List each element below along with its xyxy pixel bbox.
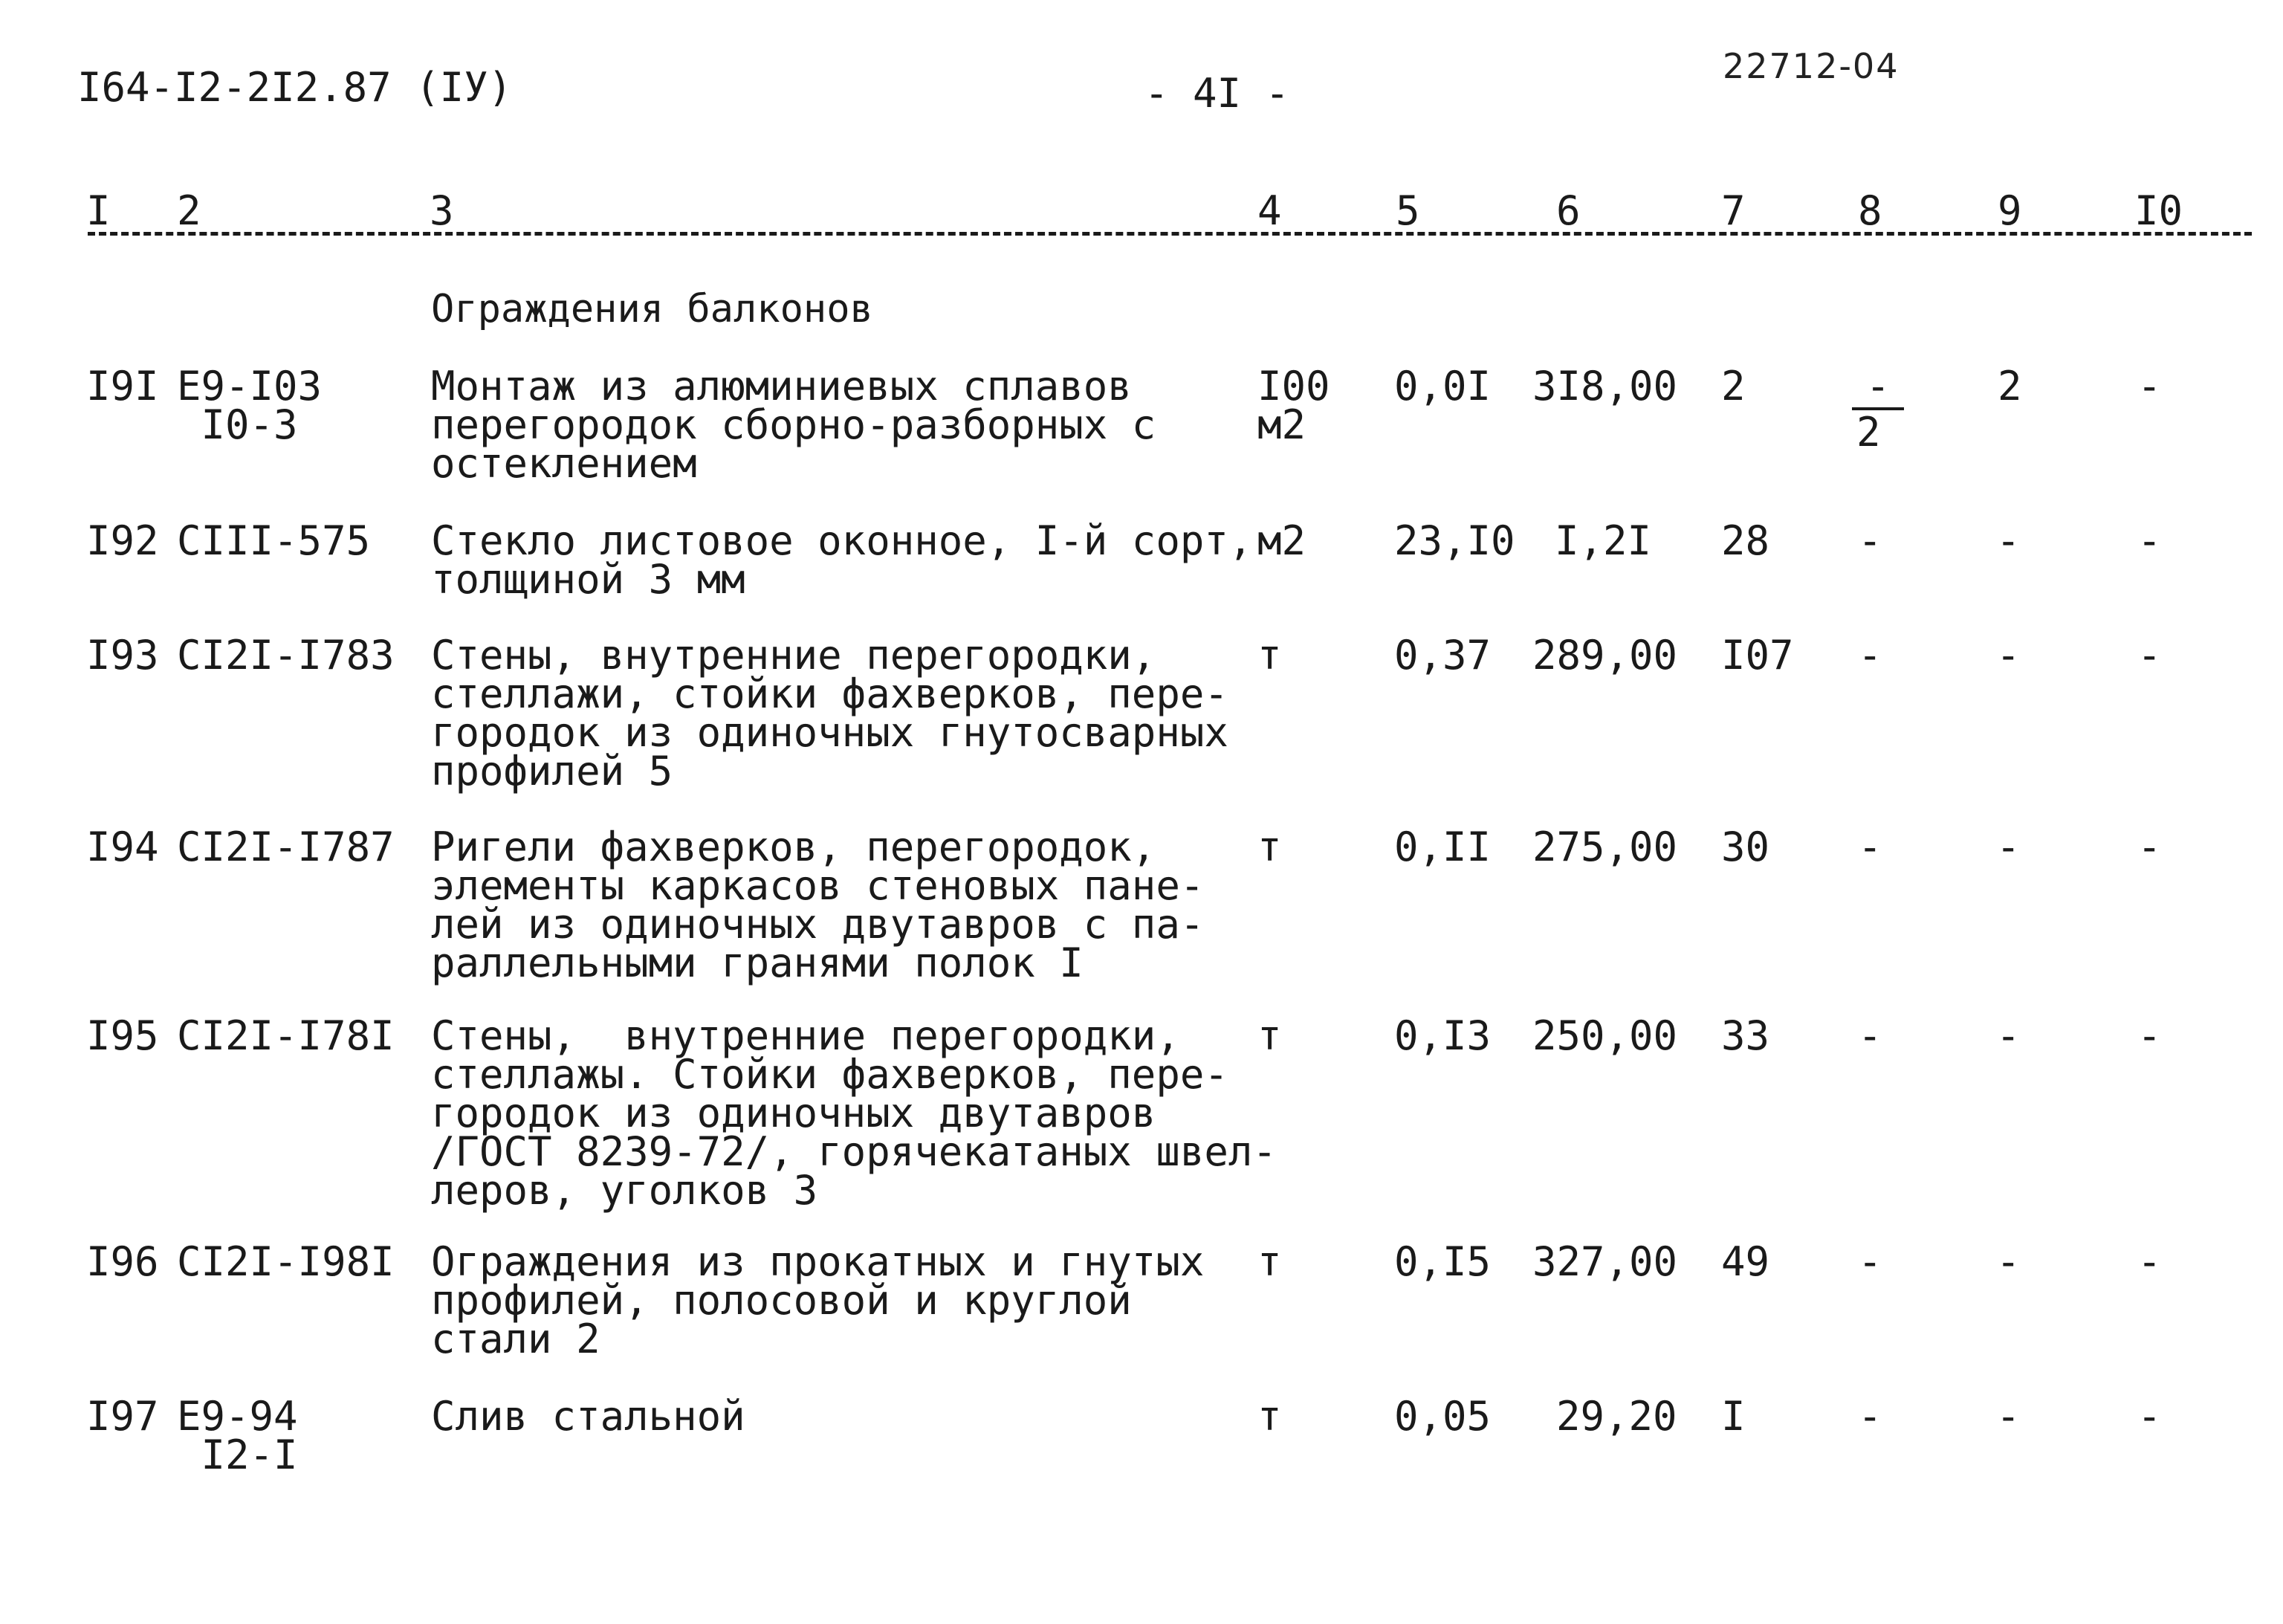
column-7-value: 49 [1721,1238,1770,1285]
work-description: Слив стальной [431,1393,745,1440]
column-header-9: 9 [1998,187,2022,234]
column-7-value: 2 [1721,363,1746,410]
quantity: 23,I0 [1394,517,1515,564]
unit-price: 3I8,00 [1532,363,1678,410]
column-10-value: - [2137,1238,2162,1285]
column-8-value: - [1858,632,1882,679]
row-number: I94 [86,824,159,870]
column-7-value: I07 [1721,632,1794,679]
column-10-value: - [2137,517,2162,564]
unit-price: 29,20 [1556,1393,1677,1440]
column-8-value: - [1858,1238,1882,1285]
row-number: I95 [86,1012,159,1059]
work-description: Стены, внутренние перегородки, стеллажы. Стойки фахверков, пере- городок из одиночных двутавров /ГОСТ 8239-72/, горячекатаных швел- леров, уголков 3 [431,1012,1277,1214]
column-header-6: 6 [1556,187,1581,234]
work-description: Стены, внутренние перегородки, стеллажи, стойки фахверков, пере- городок из одиночных гнутосварных профилей 5 [431,632,1228,795]
quantity: 0,I3 [1394,1012,1492,1059]
column-8-value: - [1858,824,1882,870]
unit-price: I,2I [1555,517,1652,564]
column-9-value: - [1996,824,2021,870]
quantity: 0,37 [1394,632,1492,679]
archive-stamp: 22712-04 [1723,46,1900,86]
work-description: Ригели фахверков, перегородок, элементы каркасов стеновых пане- лей из одиночных двутавров с па- раллельными гранями полок I [431,824,1205,986]
work-description: Монтаж из алюминиевых сплавов перегородок сборно-разборных с остеклением [431,363,1156,487]
unit: I00 м2 [1257,363,1330,448]
work-description: Стекло листовое оконное, I-й сорт, толщиной 3 мм [431,517,1253,603]
column-header-7: 7 [1721,187,1746,234]
quantity: 0,II [1394,824,1492,870]
column-7-value: 33 [1721,1012,1770,1059]
column-header-4: 4 [1257,187,1282,234]
column-7-value: 30 [1721,824,1770,870]
unit-price: 327,00 [1532,1238,1678,1285]
fraction-denominator: 2 [1856,409,1881,456]
resource-code: CIII-575 [177,517,371,564]
resource-code: CI2I-I78I [177,1012,395,1059]
row-number: I97 [86,1393,159,1440]
column-header-2: 2 [177,187,201,234]
column-8-fraction [1852,363,1904,456]
column-8-value: - [1858,517,1882,564]
column-9-value: - [1996,1012,2021,1059]
fraction-numerator: - [1865,363,1891,410]
column-10-value: - [2137,1393,2162,1440]
unit: т [1257,1393,1282,1440]
unit-price: 250,00 [1532,1012,1678,1059]
unit-price: 289,00 [1532,632,1678,679]
unit: т [1257,632,1282,679]
resource-code: CI2I-I98I [177,1238,395,1285]
column-header-8: 8 [1858,187,1882,234]
quantity: 0,0I [1394,363,1492,410]
unit: м2 [1257,517,1306,564]
resource-code: CI2I-I787 [177,824,395,870]
column-9-value: - [1996,1238,2021,1285]
row-number: I93 [86,632,159,679]
column-8-value: - [1858,1012,1882,1059]
row-number: I92 [86,517,159,564]
unit: т [1257,1012,1282,1059]
column-header-3: 3 [430,187,454,234]
column-7-value: 28 [1721,517,1770,564]
column-7-value: I [1721,1393,1746,1440]
document-code: I64-I2-2I2.87 (IУ) [77,64,513,111]
column-header-5: 5 [1396,187,1420,234]
resource-code: CI2I-I783 [177,632,395,679]
resource-code: E9-I03 I0-3 [177,363,323,448]
work-description: Ограждения из прокатных и гнутых профилей, полосовой и круглой стали 2 [431,1238,1205,1362]
column-9-value: - [1996,517,2021,564]
quantity: 0,I5 [1394,1238,1492,1285]
unit-price: 275,00 [1532,824,1678,870]
column-9-value: 2 [1998,363,2022,410]
resource-code: E9-94 I2-I [177,1393,298,1478]
column-8-value: - [1858,1393,1882,1440]
column-10-value: - [2137,632,2162,679]
page-number: - 4I - [1144,70,1290,117]
unit: т [1257,1238,1282,1285]
quantity: 0,05 [1394,1393,1492,1440]
unit: т [1257,824,1282,870]
column-10-value: - [2137,363,2162,410]
column-10-value: - [2137,824,2162,870]
column-header-1: I [86,187,111,234]
row-number: I9I [86,363,159,410]
section-title: Ограждения балконов [431,287,873,331]
column-9-value: - [1996,1393,2021,1440]
row-number: I96 [86,1238,159,1285]
header-divider [88,232,2252,236]
column-9-value: - [1996,632,2021,679]
column-header-10: I0 [2134,187,2183,234]
column-10-value: - [2137,1012,2162,1059]
